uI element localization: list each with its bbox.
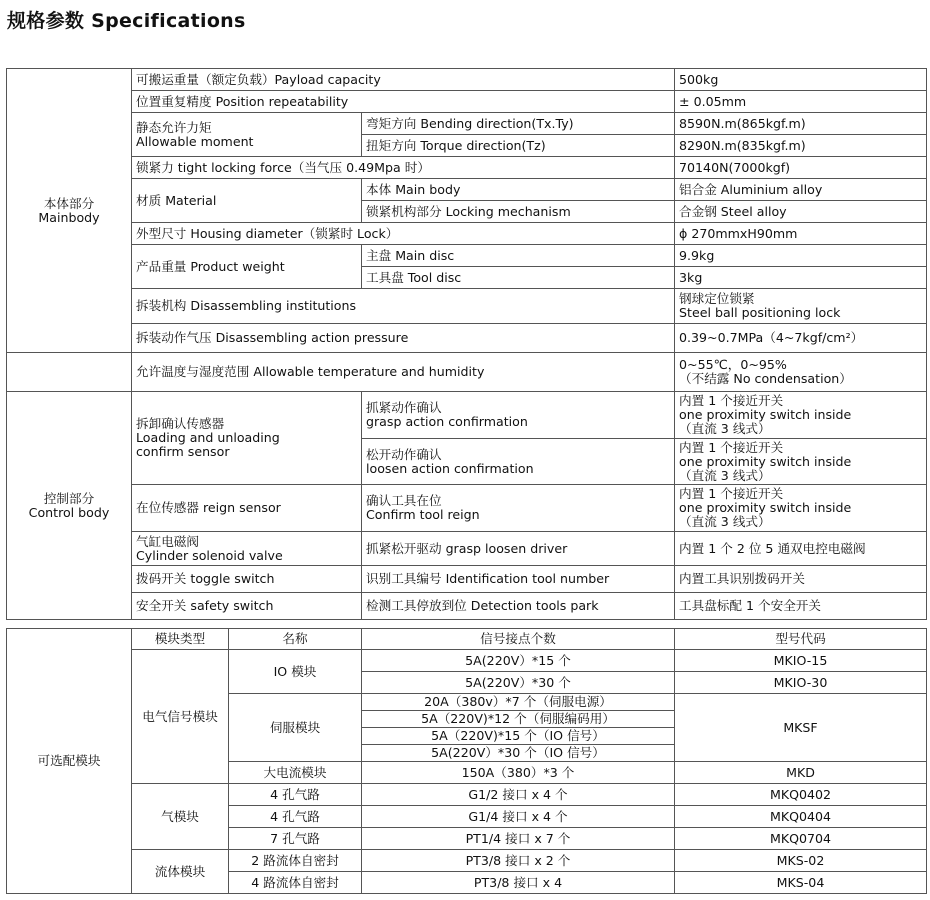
solenoid-value: 内置 1 个 2 位 5 通双电控电磁阀 [675,532,927,566]
reign-label: 在位传感器 reign sensor [132,485,362,532]
section-mainbody: 本体部分 Mainbody [7,69,132,353]
toggle-sub: 识别工具编号 Identification tool number [362,566,675,593]
servo-signal-3: 5A（220V)*15 个（IO 信号） [362,728,675,745]
grasp-value: 内置 1 个接近开关 one proximity switch inside （直流 3 线式） [675,392,927,439]
air-code-2: MKQ0404 [675,806,927,828]
reign-sub: 确认工具在位 Confirm tool reign [362,485,675,532]
loading-sensor-label: 拆卸确认传感器 Loading and unloading confirm sensor [132,392,362,485]
housing-label: 外型尺寸 Housing diameter（锁紧时 Lock） [132,223,675,245]
fluid-code-1: MKS-02 [675,850,927,872]
repeat-value: ± 0.05mm [675,91,927,113]
air-module: 气模块 [132,784,229,850]
disassembling-label: 拆装机构 Disassembling institutions [132,289,675,324]
weight-main-label: 主盘 Main disc [362,245,675,267]
fluid-name-1: 2 路流体自密封 [229,850,362,872]
moment-label: 静态允许力矩 Allowable moment [132,113,362,157]
payload-label: 可搬运重量（额定负载）Payload capacity [132,69,675,91]
solenoid-label: 气缸电磁阀 Cylinder solenoid valve [132,532,362,566]
servo-signal-1: 20A（380v）*7 个（伺服电源） [362,694,675,711]
air-name-2: 4 孔气路 [229,806,362,828]
torque-label: 扭矩方向 Torque direction(Tz) [362,135,675,157]
page-title: 规格参数 Specifications [7,10,246,32]
air-signal-1: G1/2 接口 x 4 个 [362,784,675,806]
air-signal-2: G1/4 接口 x 4 个 [362,806,675,828]
weight-tool-label: 工具盘 Tool disc [362,267,675,289]
air-code-3: MKQ0704 [675,828,927,850]
reign-value: 内置 1 个接近开关 one proximity switch inside （直流 3 线式） [675,485,927,532]
header-signal: 信号接点个数 [362,629,675,650]
io-code-1: MKIO-15 [675,650,927,672]
fluid-module: 流体模块 [132,850,229,894]
io-code-2: MKIO-30 [675,672,927,694]
fluid-code-2: MKS-04 [675,872,927,894]
weight-main-value: 9.9kg [675,245,927,267]
loosen-label: 松开动作确认 loosen action confirmation [362,439,675,485]
fluid-signal-2: PT3/8 接口 x 4 [362,872,675,894]
grasp-label: 抓紧动作确认 grasp action confirmation [362,392,675,439]
payload-value: 500kg [675,69,927,91]
air-name-1: 4 孔气路 [229,784,362,806]
locking-force-value: 70140N(7000kgf) [675,157,927,179]
electrical-module: 电气信号模块 [132,650,229,784]
weight-label: 产品重量 Product weight [132,245,362,289]
pressure-label: 拆装动作气压 Disassembling action pressure [132,324,675,353]
fluid-signal-1: PT3/8 接口 x 2 个 [362,850,675,872]
safety-sub: 检测工具停放到位 Detection tools park [362,593,675,620]
safety-value: 工具盘标配 1 个安全开关 [675,593,927,620]
safety-label: 安全开关 safety switch [132,593,362,620]
io-signal-1: 5A(220V）*15 个 [362,650,675,672]
current-module: 大电流模块 [229,762,362,784]
air-name-3: 7 孔气路 [229,828,362,850]
bending-value: 8590N.m(865kgf.m) [675,113,927,135]
bending-label: 弯矩方向 Bending direction(Tx.Ty) [362,113,675,135]
header-name: 名称 [229,629,362,650]
section-control: 控制部分 Control body [7,392,132,620]
header-code: 型号代码 [675,629,927,650]
repeat-label: 位置重复精度 Position repeatability [132,91,675,113]
spec-table [6,68,927,620]
pressure-value: 0.39~0.7MPa（4~7kgf/cm²） [675,324,927,353]
solenoid-sub: 抓紧松开驱动 grasp loosen driver [362,532,675,566]
servo-module: 伺服模块 [229,694,362,762]
torque-value: 8290N.m(835kgf.m) [675,135,927,157]
loosen-value: 内置 1 个接近开关 one proximity switch inside （直流 3 线式） [675,439,927,485]
temp-value: 0~55℃，0~95% （不结露 No condensation） [675,353,927,392]
toggle-label: 拨码开关 toggle switch [132,566,362,593]
disassembling-value: 钢球定位锁紧 Steel ball positioning lock [675,289,927,324]
current-code: MKD [675,762,927,784]
servo-signal-4: 5A(220V）*30 个（IO 信号） [362,745,675,762]
housing-value: ϕ 270mmxH90mm [675,223,927,245]
servo-signal-2: 5A（220V)*12 个（伺服编码用） [362,711,675,728]
air-signal-3: PT1/4 接口 x 7 个 [362,828,675,850]
io-signal-2: 5A(220V）*30 个 [362,672,675,694]
section-optional: 可选配模块 [7,629,132,894]
fluid-name-2: 4 路流体自密封 [229,872,362,894]
material-body-label: 本体 Main body [362,179,675,201]
header-module-type: 模块类型 [132,629,229,650]
locking-force-label: 锁紧力 tight locking force（当气压 0.49Mpa 时） [132,157,675,179]
toggle-value: 内置工具识别拨码开关 [675,566,927,593]
material-body-value: 铝合金 Aluminium alloy [675,179,927,201]
current-signal: 150A（380）*3 个 [362,762,675,784]
material-label: 材质 Material [132,179,362,223]
optional-module-table [6,628,927,894]
servo-code: MKSF [675,694,927,762]
material-lock-label: 锁紧机构部分 Locking mechanism [362,201,675,223]
io-module: IO 模块 [229,650,362,694]
weight-tool-value: 3kg [675,267,927,289]
temp-label: 允许温度与湿度范围 Allowable temperature and humidity [132,353,675,392]
material-lock-value: 合金钢 Steel alloy [675,201,927,223]
air-code-1: MKQ0402 [675,784,927,806]
